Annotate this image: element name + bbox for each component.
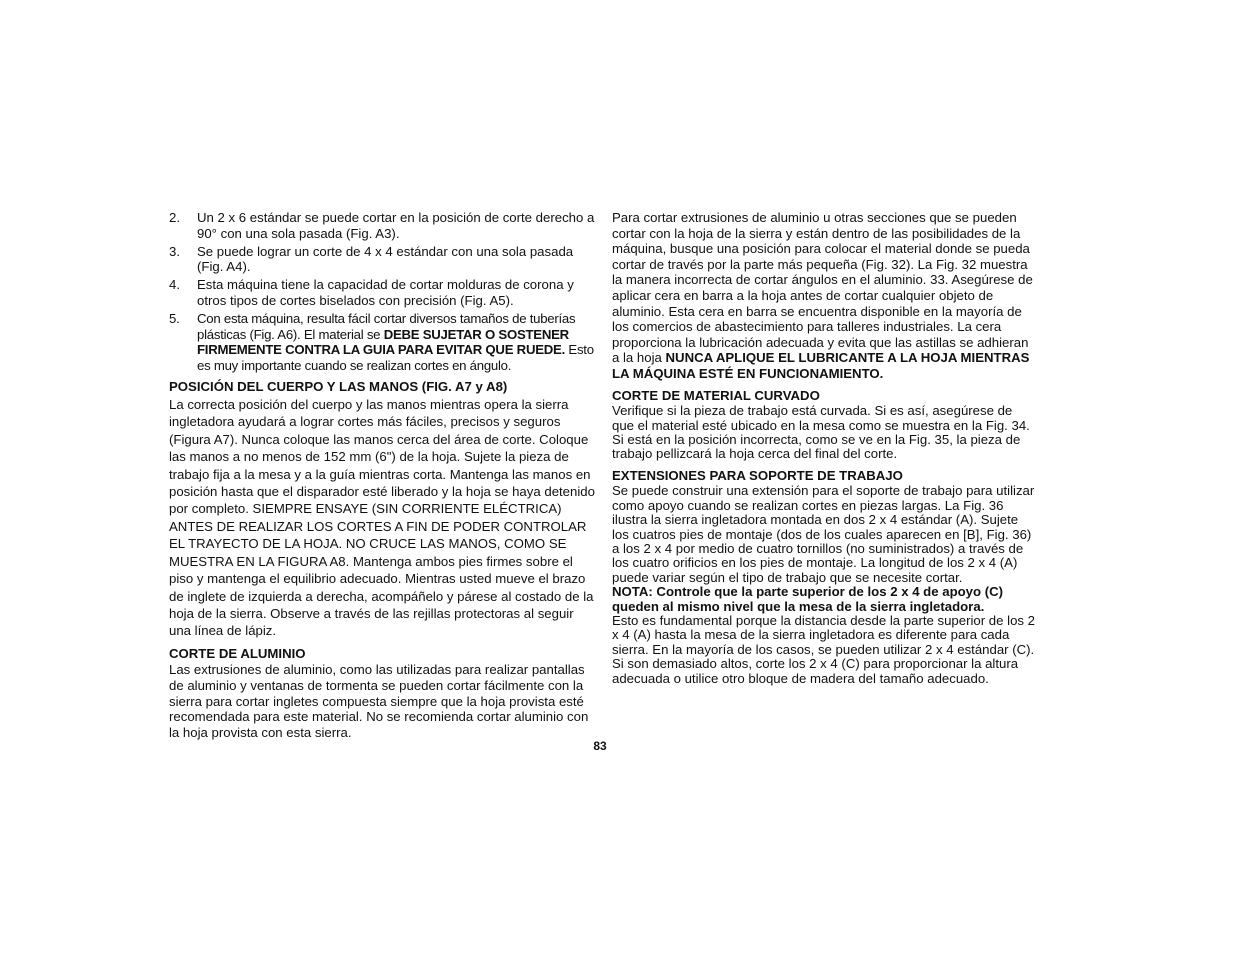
section-heading-extensions: EXTENSIONES PARA SOPORTE DE TRABAJO: [612, 467, 903, 483]
section-heading-curved: CORTE DE MATERIAL CURVADO: [612, 387, 820, 403]
list-number: 2.: [169, 210, 180, 225]
list-item: [169, 244, 599, 275]
note-text: Esto es fundamental porque la distancia desde la parte superior de los 2 x 4 (A) hasta la mesa de la sierra ingletadora es diferente para cada sierra. En la mayoría de los casos, se pueden utilizar 2 x 4 estándar (C). Si son demasiado altos, corte los 2 x 4 (C) para proporcionar la altura adecuada o utilice otro bloque de madera del tamaño adecuado.: [612, 613, 1035, 686]
section-heading-aluminum: CORTE DE ALUMINIO: [169, 645, 306, 661]
list-number: 3.: [169, 243, 180, 259]
list-number: 5.: [169, 311, 180, 327]
intro-text: Para cortar extrusiones de aluminio u otras secciones que se pueden cortar con la hoja de la sierra y están dentro de las posibilidades de la máquina, busque una posición para colocar el material donde se pueda cortar de través por la parte más pequeña (Fig. 32). La Fig. 32 muestra la manera incorrecta de cortar ángulos en el aluminio. 33. Asegúrese de aplicar cera en barra a la hoja antes de cortar cualquier objeto de aluminio. Esta cera en barra se encuentra disponible en la mayoría de los comercios de abastecimiento para talleres industriales. La cera proporciona la lubricación adecuada y evita que las astillas se adhieran a la hoja: [612, 210, 1033, 366]
list-text: Esta máquina tiene la capacidad de cortar molduras de corona y otros tipos de cortes biselados con precisión (Fig. A5).: [197, 277, 574, 308]
section-text-curved: Verifique si la pieza de trabajo está curvada. Si es así, asegúrese de que el material esté ubicado en la mesa como se muestra en la Fig. 34. Si está en la posición incorrecta, como se ve en la Fig. 35, la pieza de trabajo pellizcará la hoja cerca del final del corte.: [612, 403, 1030, 462]
intro-paragraph: [612, 210, 1037, 382]
list-item: [169, 311, 599, 373]
list-text: Con esta máquina, resulta fácil cortar diversos tamaños de tuberías plásticas (Fig. A6). El material se: [197, 311, 576, 342]
list-item: [169, 277, 599, 308]
numbered-list: [169, 210, 599, 373]
right-column: [612, 210, 1037, 686]
left-column: [169, 210, 599, 740]
note-bold: NOTA: Controle que la parte superior de los 2 x 4 de apoyo (C) queden al mismo nivel que la mesa de la sierra ingletadora.: [612, 584, 1004, 614]
list-number: 4.: [169, 277, 180, 293]
section-text-body-position: La correcta posición del cuerpo y las manos mientras opera la sierra ingletadora ayudará a lograr cortes más fáciles, precisos y seguros (Figura A7). Nunca coloque las manos cerca del área de corte. Coloque las manos a no menos de 152 mm (6") de la hoja. Sujete la pieza de trabajo fija a la mesa y a la guía mientras corta. Mantenga las manos en posición hasta que el disparador esté liberado y la hoja se haya detenido por completo. SIEMPRE ENSAYE (SIN CORRIENTE ELÉCTRICA) ANTES DE REALIZAR LOS CORTES A FIN DE PODER CONTROLAR EL TRAYECTO DE LA HOJA. NO CRUCE LAS MANOS, COMO SE MUESTRA EN LA FIGURA A8. Mantenga ambos pies firmes sobre el piso y mantenga el equilibrio adecuado. Mientras usted mueve el brazo de inglete de izquierda a derecha, acompáñelo y párese al costado de la hoja de la sierra. Observe a través de las rejillas protectoras al seguir una línea de lápiz.: [169, 397, 595, 639]
section-text-extensions: Se puede construir una extensión para el soporte de trabajo para utilizar como apoyo cuando se realizan cortes en piezas largas. La Fig. 36 ilustra la sierra ingletadora montada en dos 2 x 4 estándar (A). Sujete los cuatros pies de montaje (dos de los cuales aparecen en [B], Fig. 36) a los 2 x 4 por medio de cuatro tornillos (no suministrados) a través de los cuatro orificios en los pies de montaje. La longitud de los 2 x 4 (A) puede variar según el tipo de trabajo que se necesite cortar.: [612, 483, 1035, 585]
page-number: 83: [593, 739, 607, 753]
section-text-aluminum: Las extrusiones de aluminio, como las utilizadas para realizar pantallas de aluminio y ventanas de tormenta se pueden cortar fácilmente con la sierra para cortar ingletes compuesta siempre que la hoja provista esté recomendada para este material. No se recomienda cortar aluminio con la hoja provista con esta sierra.: [169, 662, 589, 740]
list-text: Un 2 x 6 estándar se puede cortar en la posición de corte derecho a 90° con una sola pasada (Fig. A3).: [197, 210, 595, 241]
intro-warning: NUNCA APLIQUE EL LUBRICANTE A LA HOJA MIENTRAS LA MÁQUINA ESTÉ EN FUNCIONAMIENTO.: [612, 350, 1030, 381]
list-text: Se puede lograr un corte de 4 x 4 estándar con una sola pasada (Fig. A4).: [197, 243, 574, 275]
list-text-after: Esto es muy importante cuando se realizan cortes en ángulo.: [197, 342, 594, 373]
list-text-bold: DEBE SUJETAR O SOSTENER FIRMEMENTE CONTRA LA GUIA PARA EVITAR QUE RUEDE.: [197, 326, 569, 358]
section-heading-body-position: POSICIÓN DEL CUERPO Y LAS MANOS (FIG. A7 y A8): [169, 379, 508, 395]
list-item: [169, 210, 599, 241]
